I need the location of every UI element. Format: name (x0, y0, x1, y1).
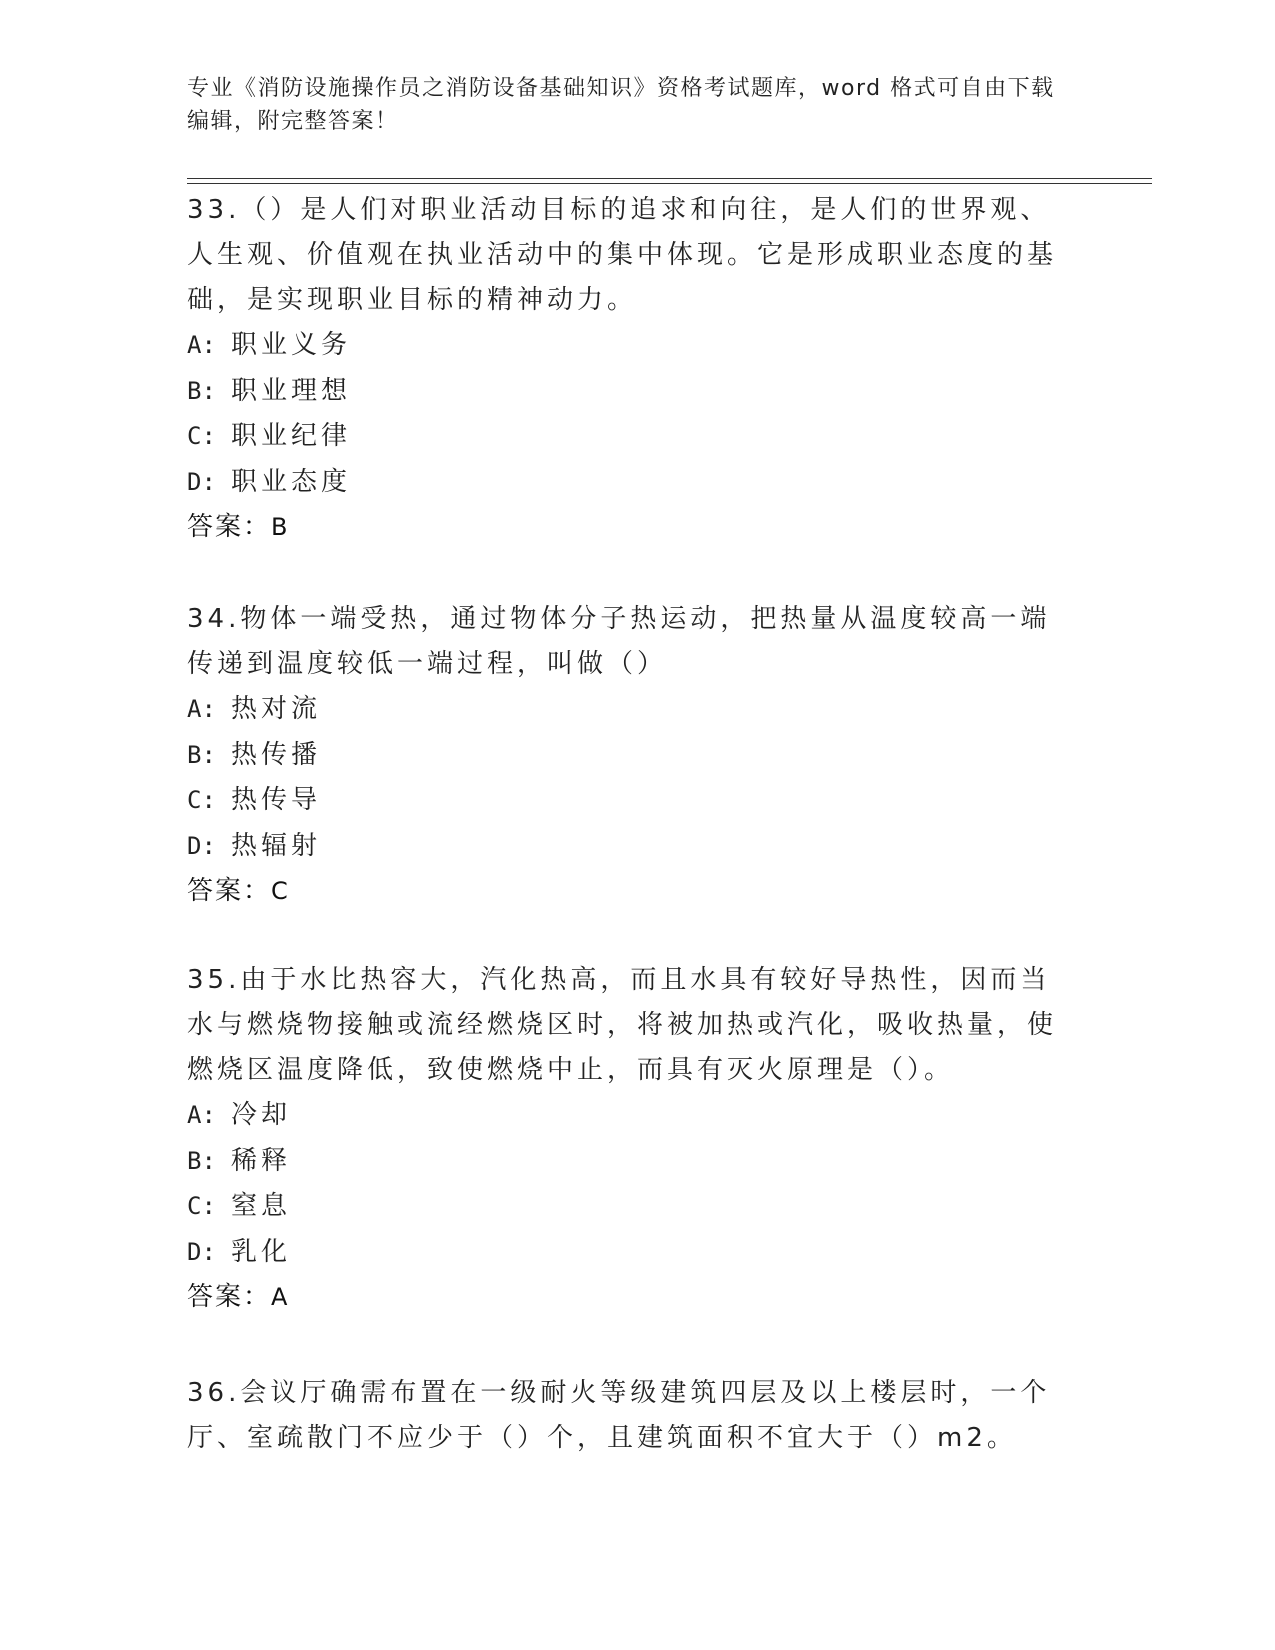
question-text: 34.物体一端受热，通过物体分子热运动，把热量从温度较高一端传递到温度较低一端过程，叫做（） (187, 604, 1051, 679)
option-text: 热传播 (231, 739, 322, 770)
option-a (187, 687, 1077, 733)
answer-label: 答案： (187, 512, 272, 542)
option-b (187, 369, 1077, 415)
header-divider-top (187, 178, 1152, 179)
option-key: D: (187, 831, 216, 860)
answer-line (187, 505, 1077, 551)
question-34 (187, 597, 1077, 915)
option-d (187, 824, 1077, 870)
answer-label: 答案： (187, 1282, 272, 1312)
option-key: C: (187, 422, 216, 450)
option-text: 窒息 (231, 1191, 292, 1221)
option-c (187, 1184, 1077, 1230)
question-35 (187, 958, 1077, 1321)
option-b (187, 1139, 1077, 1185)
option-a (187, 1093, 1077, 1139)
option-text: 热传导 (231, 785, 322, 815)
answer-line (187, 869, 1077, 915)
option-c (187, 778, 1077, 824)
answer-value: C (271, 877, 288, 905)
option-text: 热辐射 (231, 830, 322, 861)
option-key: B: (187, 1146, 216, 1175)
option-key: A: (187, 695, 216, 723)
answer-line (187, 1275, 1077, 1321)
option-text: 职业理想 (231, 375, 352, 406)
option-text: 冷却 (231, 1100, 292, 1130)
question-text: 35.由于水比热容大，汽化热高，而且水具有较好导热性，因而当水与燃烧物接触或流经燃烧区时，将被加热或汽化，吸收热量，使燃烧区温度降低，致使燃烧中止，而具有灭火原理是（）。 (187, 965, 1058, 1085)
option-key: C: (187, 786, 216, 814)
option-b (187, 733, 1077, 779)
answer-value: A (271, 1283, 288, 1311)
option-text: 热对流 (231, 694, 322, 724)
answer-label: 答案： (187, 876, 272, 906)
option-key: C: (187, 1192, 216, 1220)
option-d (187, 1230, 1077, 1276)
option-c (187, 414, 1077, 460)
question-36 (187, 1371, 1077, 1461)
question-text: 36.会议厅确需布置在一级耐火等级建筑四层及以上楼层时，一个厅、室疏散门不应少于（）个，且建筑面积不宜大于（）m2。 (187, 1378, 1051, 1453)
option-key: B: (187, 376, 216, 405)
option-text: 职业纪律 (231, 421, 352, 451)
option-key: D: (187, 1237, 216, 1266)
question-33 (187, 188, 1077, 551)
answer-value: B (271, 513, 288, 541)
option-text: 乳化 (231, 1236, 292, 1267)
option-key: A: (187, 1101, 216, 1129)
option-key: A: (187, 331, 216, 359)
option-text: 稀释 (231, 1145, 292, 1176)
option-d (187, 460, 1077, 506)
option-key: D: (187, 467, 216, 496)
header-divider-bottom (187, 183, 1152, 184)
option-text: 职业态度 (231, 466, 352, 497)
option-text: 职业义务 (231, 330, 352, 360)
question-text: 33.（）是人们对职业活动目标的追求和向往，是人们的世界观、人生观、价值观在执业活动中的集中体现。它是形成职业态度的基础，是实现职业目标的精神动力。 (187, 195, 1058, 315)
option-key: B: (187, 740, 216, 769)
option-a (187, 323, 1077, 369)
document-intro: 专业《消防设施操作员之消防设备基础知识》资格考试题库，word 格式可自由下载编辑，附完整答案！ (187, 76, 1055, 134)
